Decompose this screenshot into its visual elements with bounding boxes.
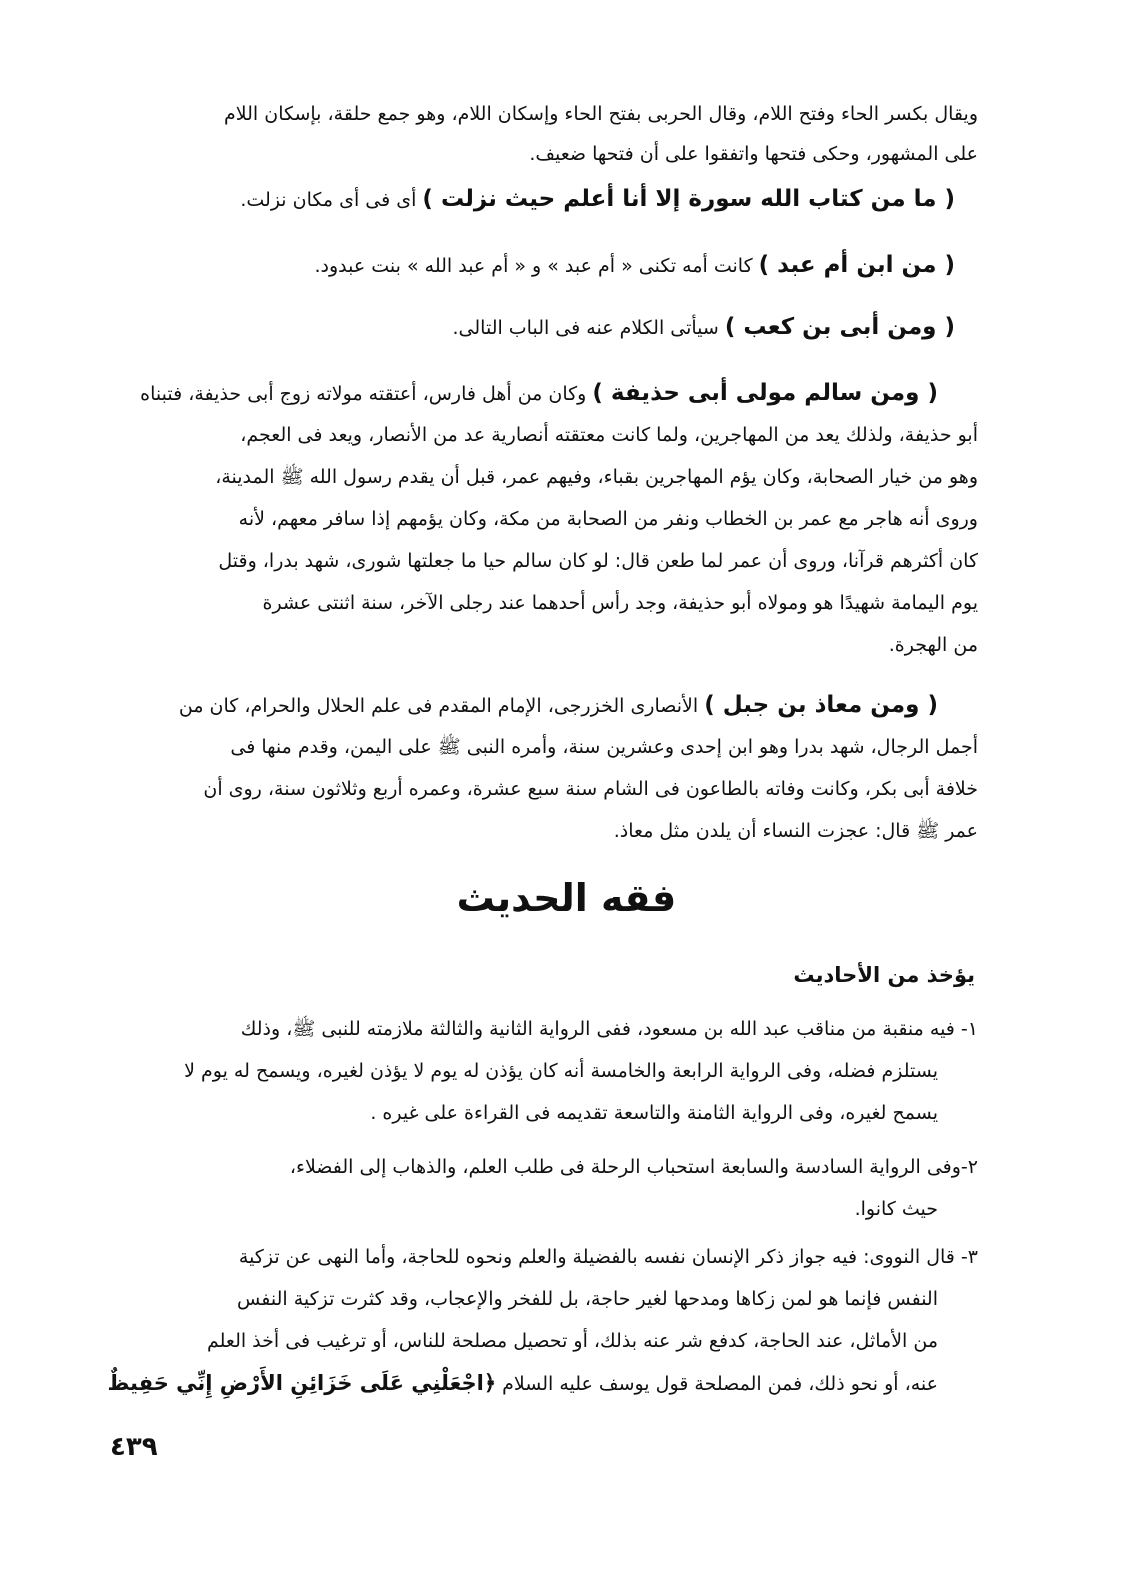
section-title: فقه الحديث [456,876,677,920]
list-item [108,1146,978,1230]
text-line [108,684,978,726]
text-line: وروى أنه هاجر مع عمر بن الخطاب ونفر من الصحابة من مكة، وكان يؤمهم إذا سافر معهم، لأنه [238,508,978,530]
text-line: ١- فيه منقبة من مناقب عبد الله بن مسعود، ففى الرواية الثانية والثالثة ملازمته للنبى ﷺ، وذلك [240,1018,978,1040]
text-line: ٣- قال النووى: فيه جواز ذكر الإنسان نفسه بالفضيلة والعلم ونحوه للحاجة، وأما النهى عن تزكية [238,1246,978,1268]
text-line: يوم اليمامة شهيدًا هو ومولاه أبو حذيفة، وجد رأس أحدهما عند رجلى الآخر، سنة اثنتى عشرة [262,592,978,614]
entry-text: وكان من أهل فارس، أعتقته مولاته زوج أبى حذيفة، فتبناه [140,383,593,405]
entry-text: الأنصارى الخزرجى، الإمام المقدم فى علم الحلال والحرام، كان من [178,695,705,717]
quran-verse: ﴿اجْعَلْنِي عَلَى خَزَائِنِ الأَرْضِ إِنِّي حَفِيظٌ [108,1371,497,1395]
text-line: يسمح لغيره، وفى الرواية الثامنة والتاسعة تقديمه فى القراءة على غيره . [370,1102,938,1124]
text-line: عمر ﷺ قال: عجزت النساء أن يلدن مثل معاذ. [613,820,978,842]
text-line: ويقال بكسر الحاء وفتح اللام، وقال الحربى بفتح الحاء وإسكان اللام، وهو جمع حلقة، بإسكان اللام [224,103,978,125]
page-number: ٤٣٩ [110,1432,158,1462]
entry-text: سيأتى الكلام عنه فى الباب التالى. [452,317,725,339]
text-line: ٢-وفى الرواية السادسة والسابعة استحباب الرحلة فى طلب العلم، والذهاب إلى الفضلاء، [289,1156,978,1178]
text-line [108,1362,978,1404]
entry-heading: ( ما من كتاب الله سورة إلا أنا أعلم حيث نزلت ) [422,186,955,212]
entry-surah [240,186,955,212]
text-line: كان أكثرهم قرآنا، وروى أن عمر لما طعن قال: لو كان سالم حيا ما جعلتها شورى، شهد بدرا، وقتل [218,550,978,572]
text-line: النفس فإنما هو لمن زكاها ومدحها لغير حاجة، بل للفخر والإعجاب، وقد كثرت تزكية النفس [237,1288,938,1310]
entry-text: عنه، أو نحو ذلك، فمن المصلحة قول يوسف عليه السلام [496,1373,938,1395]
entry-heading: ( ومن أبى بن كعب ) [724,314,955,340]
text-line: على المشهور، وحكى فتحها واتفقوا على أن فتحها ضعيف. [529,143,978,165]
text-line: أجمل الرجال، شهد بدرا وهو ابن إحدى وعشرين سنة، وأمره النبى ﷺ على اليمن، وقدم منها فى [230,736,978,758]
text-line: من الأماثل، عند الحاجة، كدفع شر عنه بذلك، أو تحصيل مصلحة للناس، أو ترغيب فى أخذ العلم [206,1330,938,1352]
entry-heading: ( ومن سالم مولى أبى حذيفة ) [592,380,938,406]
entry-text: كانت أمه تكنى « أم عبد » و « أم عبد الله » بنت عبدود. [314,255,759,277]
text-line [108,372,978,414]
text-line: خلافة أبى بكر، وكانت وفاته بالطاعون فى الشام سنة سبع عشرة، وعمره أربع وثلاثون سنة، روى أن [203,778,978,800]
entry-ubayy [453,314,956,340]
text-line: يستلزم فضله، وفى الرواية الرابعة والخامسة أنه كان يؤذن له يوم لا يؤذن لغيره، ويسمح له يوم لا [184,1060,938,1082]
text-line: أبو حذيفة، ولذلك يعد من المهاجرين، ولما كانت معتقته أنصارية عد من الأنصار، ويعد فى العجم، [240,424,978,446]
text-line: حيث كانوا. [854,1198,938,1220]
entry-ibn-umm-abd [315,252,956,278]
list-item [108,1236,978,1404]
entry-heading: ( من ابن أم عبد ) [758,252,955,278]
entry-heading: ( ومن معاذ بن جبل ) [704,692,938,718]
salim-paragraph [108,372,978,666]
subheading: يؤخذ من الأحاديث [793,963,975,987]
intro-paragraph [108,94,978,174]
entry-text: أى فى أى مكان نزلت. [240,189,423,211]
muadh-paragraph [108,684,978,852]
text-line: من الهجرة. [888,634,978,656]
list-item [108,1008,978,1134]
text-line: وهو من خيار الصحابة، وكان يؤم المهاجرين بقباء، وفيهم عمر، قبل أن يقدم رسول الله ﷺ المدينة، [215,466,978,488]
